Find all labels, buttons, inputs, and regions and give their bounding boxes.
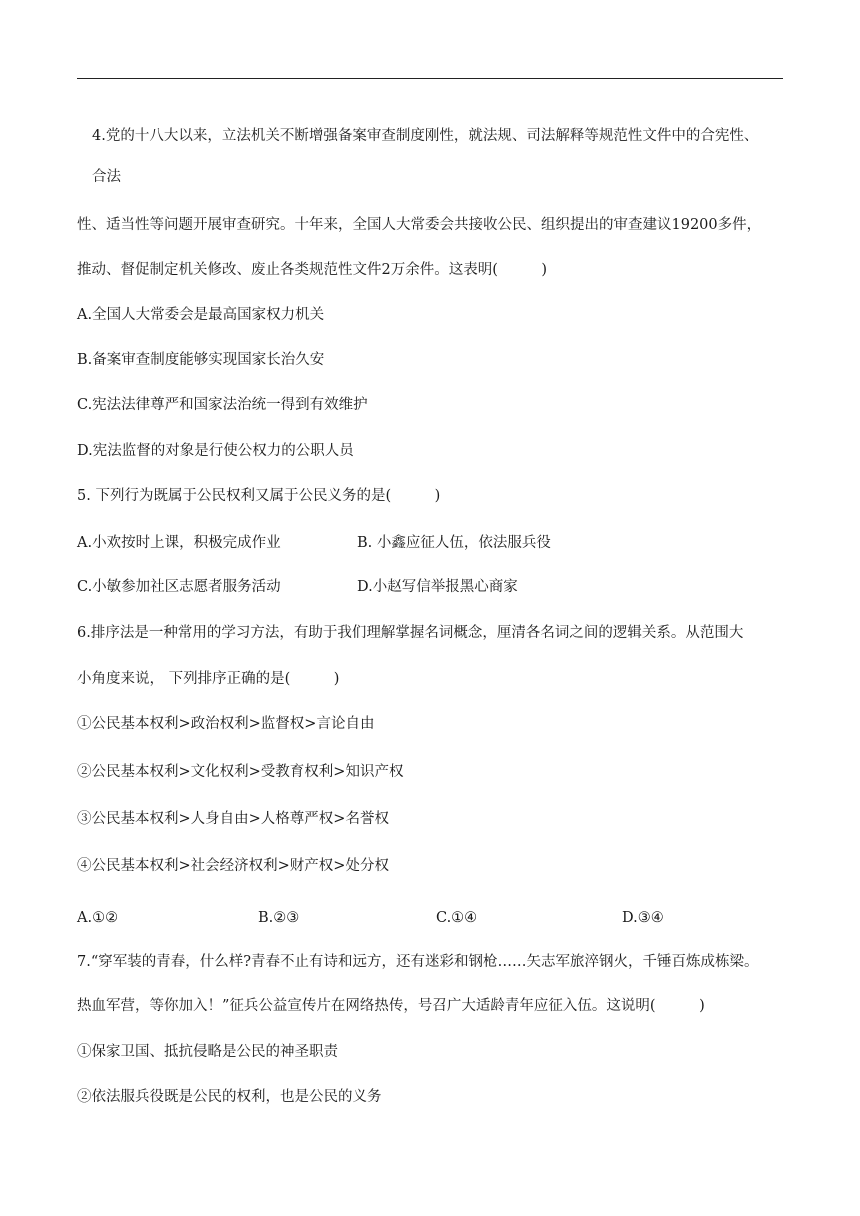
q4-option-d: D.宪法监督的对象是行使公权力的公职人员 [77,443,354,459]
header-rule [77,78,783,79]
q5-option-a: A.小欢按时上课，积极完成作业 [77,535,281,551]
q5-stem: 5. 下列行为既属于公民权利又属于公民义务的是( ) [77,488,441,504]
q6-item-3: ③公民基本权利>人身自由>人格尊严权>名誉权 [77,811,389,827]
q6-stem-line-2: 小角度来说， 下列排序正确的是( ) [77,671,340,687]
q4-option-b: B.备案审查制度能够实现国家长治久安 [77,352,325,368]
q5-option-c: C.小敏参加社区志愿者服务活动 [77,579,281,595]
q4-option-a: A.全国人大常委会是最高国家权力机关 [77,307,325,323]
q4-option-c: C.宪法法律尊严和国家法治统一得到有效维护 [77,397,368,413]
q5-option-d: D.小赵写信举报黑心商家 [357,579,518,595]
q6-option-c: C.①④ [436,910,478,926]
q6-item-2: ②公民基本权利>文化权利>受教育权利>知识产权 [77,764,404,780]
q6-item-1: ①公民基本权利>政治权利>监督权>言论自由 [77,716,375,732]
q4-stem-line-3: 性、适当性等问题开展审查研究。十年来，全国人大常委会共接收公民、组织提出的审查建议19200多件， [77,217,762,233]
q5-option-b: B. 小鑫应征人伍，依法服兵役 [357,535,551,551]
q6-item-4: ④公民基本权利>社会经济权利>财产权>处分权 [77,858,389,874]
q7-stem-line-2: 热血军营，等你加入！”征兵公益宣传片在网络热传，号召广大适龄青年应征入伍。这说明( ) [77,998,705,1014]
q7-item-2: ②依法服兵役既是公民的权利，也是公民的义务 [77,1089,382,1105]
q6-stem-line-1: 6.排序法是一种常用的学习方法，有助于我们理解掌握名词概念，厘清各名词之间的逻辑关系。从范围大 [77,625,744,641]
q6-option-d: D.③④ [622,910,664,926]
q6-option-a: A.①② [77,910,119,926]
q7-stem-line-1: 7.“穿军装的青春，什么样?青春不止有诗和远方，还有迷彩和钢枪……矢志军旅淬钢火，千锤百炼成栋梁。 [77,954,759,970]
q4-stem-line-2: 合法 [92,169,121,185]
q4-stem-line-4: 推动、督促制定机关修改、废止各类规范性文件2万余件。这表明( ) [77,262,548,278]
q6-option-b: B.②③ [258,910,300,926]
q4-stem-line-1: 4.党的十八大以来，立法机关不断增强备案审查制度刚性，就法规、司法解释等规范性文件中的合宪性、 [92,128,759,144]
q7-item-1: ①保家卫国、抵抗侵略是公民的神圣职责 [77,1044,338,1060]
